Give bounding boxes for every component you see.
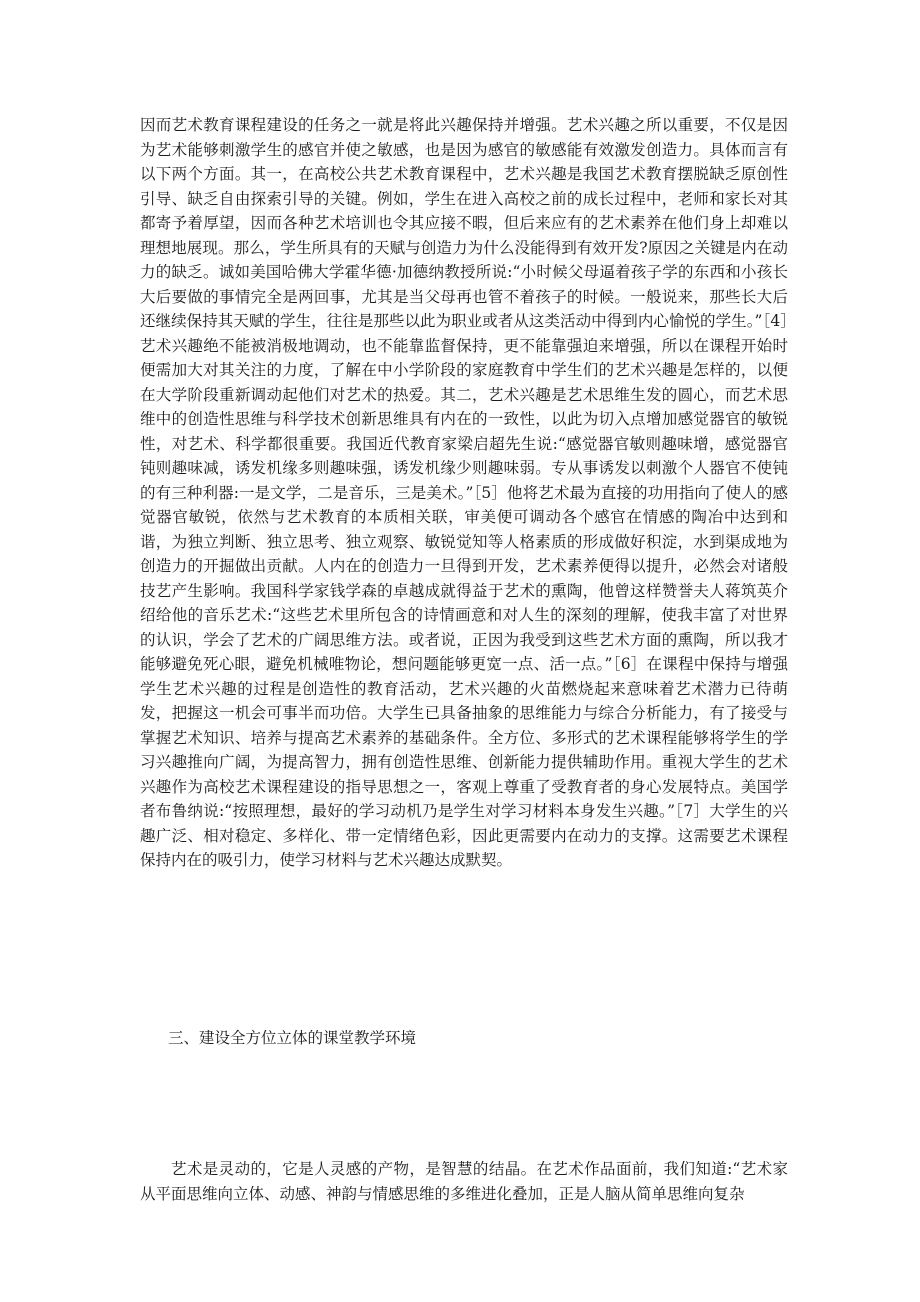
body-paragraph-classroom-environment: 艺术是灵动的，它是人灵感的产物，是智慧的结晶。在艺术作品面前，我们知道:“艺术家从平面思维向立体、动感、神韵与情感思维的多维进化叠加，正是人脑从简单思维向复杂 <box>140 1160 788 1203</box>
section-heading: 三、建设全方位立体的课堂教学环境 <box>168 1029 417 1047</box>
body-paragraph-art-interest: 因而艺术教育课程建设的任务之一就是将此兴趣保持并增强。艺术兴趣之所以重要，不仅是因为艺术能够刺激学生的感官并使之敏感，也是因为感官的敏感能有效激发创造力。具体而言有以下两个方面。其一，在高校公共艺术教育课程中，艺术兴趣是我国艺术教育摆脱缺乏原创性引导、缺乏自由探索引导的关键。例如，学生在进入高校之前的成长过程中，老师和家长对其都寄予着厚望，因而各种艺术培训也令其应接不暇，但后来应有的艺术素养在他们身上却难以理想地展现。那么，学生所具有的天赋与创造力为什么没能得到有效开发?原因之关键是内在动力的缺乏。诚如美国哈佛大学霍华德·加德纳教授所说:“小时候父母逼着孩子学的东西和小孩长大后要做的事情完全是两回事，尤其是当父母再也管不着孩子的时候。一般说来，那些长大后还继续保持其天赋的学生，往往是那些以此为职业或者从这类活动中得到内心愉悦的学生。”［4］艺术兴趣绝不能被消极地调动，也不能靠监督保持，更不能靠强迫来增强，所以在课程开始时便需加大对其关注的力度，了解在中小学阶段的家庭教育中学生们的艺术兴趣是怎样的，以便在大学阶段重新调动起他们对艺术的热爱。其二，艺术兴趣是艺术思维生发的圆心，而艺术思维中的创造性思维与科学技术创新思维具有内在的一致性，以此为切入点增加感觉器官的敏锐性，对艺术、科学都很重要。我国近代教育家梁启超先生说:“感觉器官敏则趣味增，感觉器官钝则趣味减，诱发机缘多则趣味强，诱发机缘少则趣味弱。专从事诱发以刺激个人器官不使钝的有三种利器:一是文学，二是音乐，三是美术。”［5］他将艺术最为直接的功用指向了使人的感觉器官敏锐，依然与艺术教育的本质相关联，审美便可调动各个感官在情感的陶冶中达到和谐，为独立判断、独立思考、独立观察、敏锐觉知等人格素质的形成做好积淀，水到渠成地为创造力的开掘做出贡献。人内在的创造力一旦得到开发，艺术素养便得以提升，必然会对诸般技艺产生影响。我国科学家钱学森的卓越成就得益于艺术的熏陶，他曾这样赞誉夫人蒋筑英介绍给他的音乐艺术:“这些艺术里所包含的诗情画意和对人生的深刻的理解，使我丰富了对世界的认识，学会了艺术的广阔思维方法。或者说，正因为我受到这些艺术方面的熏陶，所以我才能够避免死心眼，避免机械唯物论，想问题能够更宽一点、活一点。”［6］在课程中保持与增强学生艺术兴趣的过程是创造性的教育活动，艺术兴趣的火苗燃烧起来意味着艺术潜力已待萌发，把握这一机会可事半而功倍。大学生已具备抽象的思维能力与综合分析能力，有了接受与掌握艺术知识、培养与提高艺术素养的基础条件。全方位、多形式的艺术课程能够将学生的学习兴趣推向广阔，为提高智力，拥有创造性思维、创新能力提供辅助作用。重视大学生的艺术兴趣作为高校艺术课程建设的指导思想之一，客观上尊重了受教育者的身心发展特点。美国学者布鲁纳说:“按照理想，最好的学习动机乃是学生对学习材料本身发生兴趣。”［7］大学生的兴趣广泛、相对稳定、多样化、带一定情绪色彩，因此更需要内在动力的支撑。这需要艺术课程保持内在的吸引力，使学习材料与艺术兴趣达成默契。 <box>140 116 788 869</box>
